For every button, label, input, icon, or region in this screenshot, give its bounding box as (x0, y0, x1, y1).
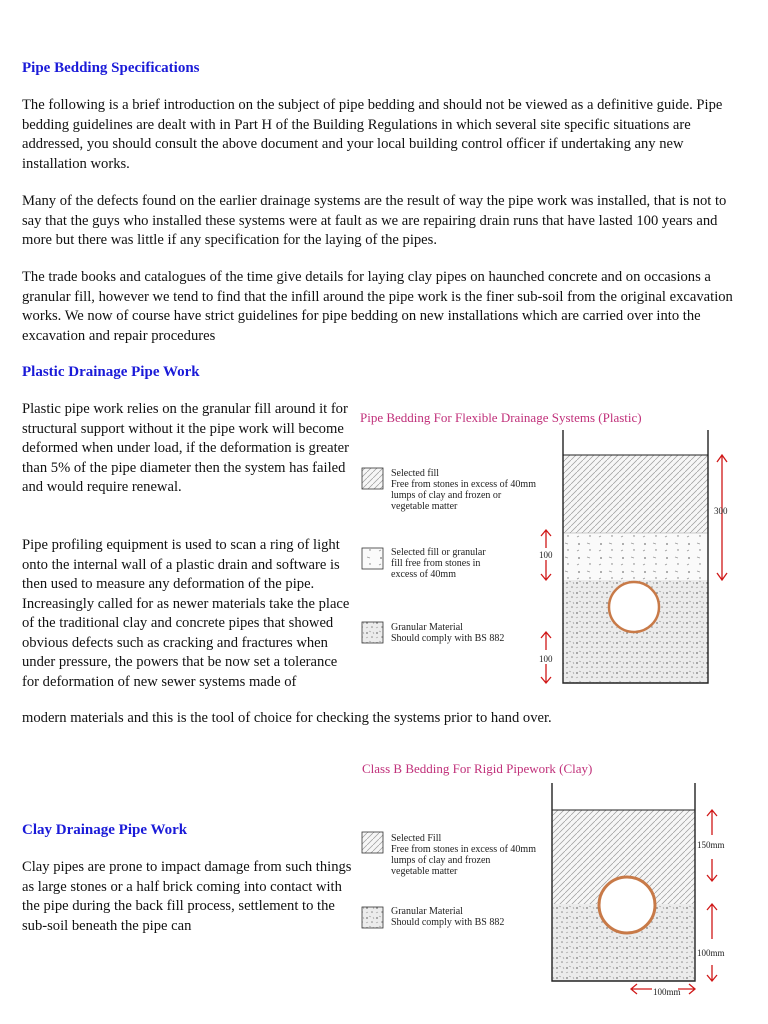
paragraph-defects: Many of the defects found on the earlier drainage systems are the result of way the pipe work was installed, that is not to say that the guys who installed these systems were at fault as we are repairing drain runs that have lasted 100 years and more but there was little if any specification for the laying of the pipes. (22, 193, 727, 248)
paragraph-intro: The following is a brief introduction on the subject of pipe bedding and should not be viewed as a definitive guide. Pipe bedding guidelines are dealt with in Part H of the Building Regulations in which several site specific situations are addressed, you should consult the above document and your local building control officer if undertaking any new installation works. (22, 97, 723, 172)
legend-plastic-1-line-3: lumps of clay and frozen or (391, 490, 502, 501)
heading-plastic: Plastic Drainage Pipe Work (22, 364, 200, 380)
legend-plastic-3-line-2: Should comply with BS 882 (391, 633, 505, 644)
legend-clay-1-line-4: vegetable matter (391, 866, 458, 877)
diagram-plastic-bedding (355, 400, 755, 700)
paragraph-trade-books: The trade books and catalogues of the time give details for laying clay pipes on haunched concrete and on occasions a granular fill, however we tend to find that the infill around the pipe work is the finer sub-soil from the original excavation works. We now of course have strict guidelines for pipe bedding on new installations which are carried over into the excavation and repair procedures (22, 269, 733, 344)
legend-plastic-1-line-4: vegetable matter (391, 501, 458, 512)
heading-pipe-bedding: Pipe Bedding Specifications (22, 60, 200, 76)
layer-selected-fill (563, 455, 708, 533)
paragraph-profiling: Pipe profiling equipment is used to scan a ring of light onto the internal wall of a plastic drain and software is then used to measure any deformation of the pipe. Increasingly called for as newer materials take the place of the traditional clay and concrete pipes that showed obvious defects such as cracking and fractures when under pressure, the powers that be now set a tolerance for deformation of new sewer systems made of (22, 537, 350, 690)
diagram-clay-title: Class B Bedding For Rigid Pipework (Clay) (362, 761, 593, 776)
diagram-clay-bedding (355, 755, 755, 1005)
pipe-clay (599, 877, 655, 933)
legend-plastic-1-line-1: Selected fill (391, 468, 440, 479)
paragraph-profiling-end: modern materials and this is the tool of choice for checking the systems prior to hand over. (22, 710, 552, 726)
legend-plastic-2-line-3: excess of 40mm (391, 569, 456, 580)
diagram-plastic-title: Pipe Bedding For Flexible Drainage Systems (Plastic) (360, 410, 642, 425)
pipe-plastic (609, 582, 659, 632)
legend-clay-2-line-2: Should comply with BS 882 (391, 917, 505, 928)
legend-clay-1-line-3: lumps of clay and frozen (391, 855, 491, 866)
dim-plastic-bottom: 100 (539, 654, 553, 664)
legend-plastic-2-line-1: Selected fill or granular (391, 547, 486, 558)
legend-clay-1-line-2: Free from stones in excess of 40mm (391, 844, 536, 855)
legend-clay-1-line-1: Selected Fill (391, 833, 442, 844)
paragraph-plastic-support: Plastic pipe work relies on the granular fill around it for structural support without it the pipe work will become deformed when under load, if the deformation is greater than 5% of the pipe diameter then the system has failed and would require renewal. (22, 401, 350, 495)
dim-clay-150: 150mm (697, 840, 725, 850)
paragraph-clay: Clay pipes are prone to impact damage from such things as large stones or a half brick coming into contact with the pipe during the back fill process, settlement to the sub-soil beneath the pipe can (22, 859, 352, 934)
dim-clay-100-horizontal: 100mm (653, 987, 681, 997)
legend-plastic-3-line-1: Granular Material (391, 622, 463, 633)
layer-selected-granular (563, 533, 708, 580)
heading-clay: Clay Drainage Pipe Work (22, 822, 188, 838)
dim-clay-100-vertical: 100mm (697, 948, 725, 958)
dim-plastic-300: 300 (714, 506, 728, 516)
legend-clay-2-line-1: Granular Material (391, 906, 463, 917)
legend-plastic-1-line-2: Free from stones in excess of 40mm (391, 479, 536, 490)
legend-plastic-2-line-2: fill free from stones in (391, 558, 481, 569)
dim-plastic-mid: 100 (539, 550, 553, 560)
